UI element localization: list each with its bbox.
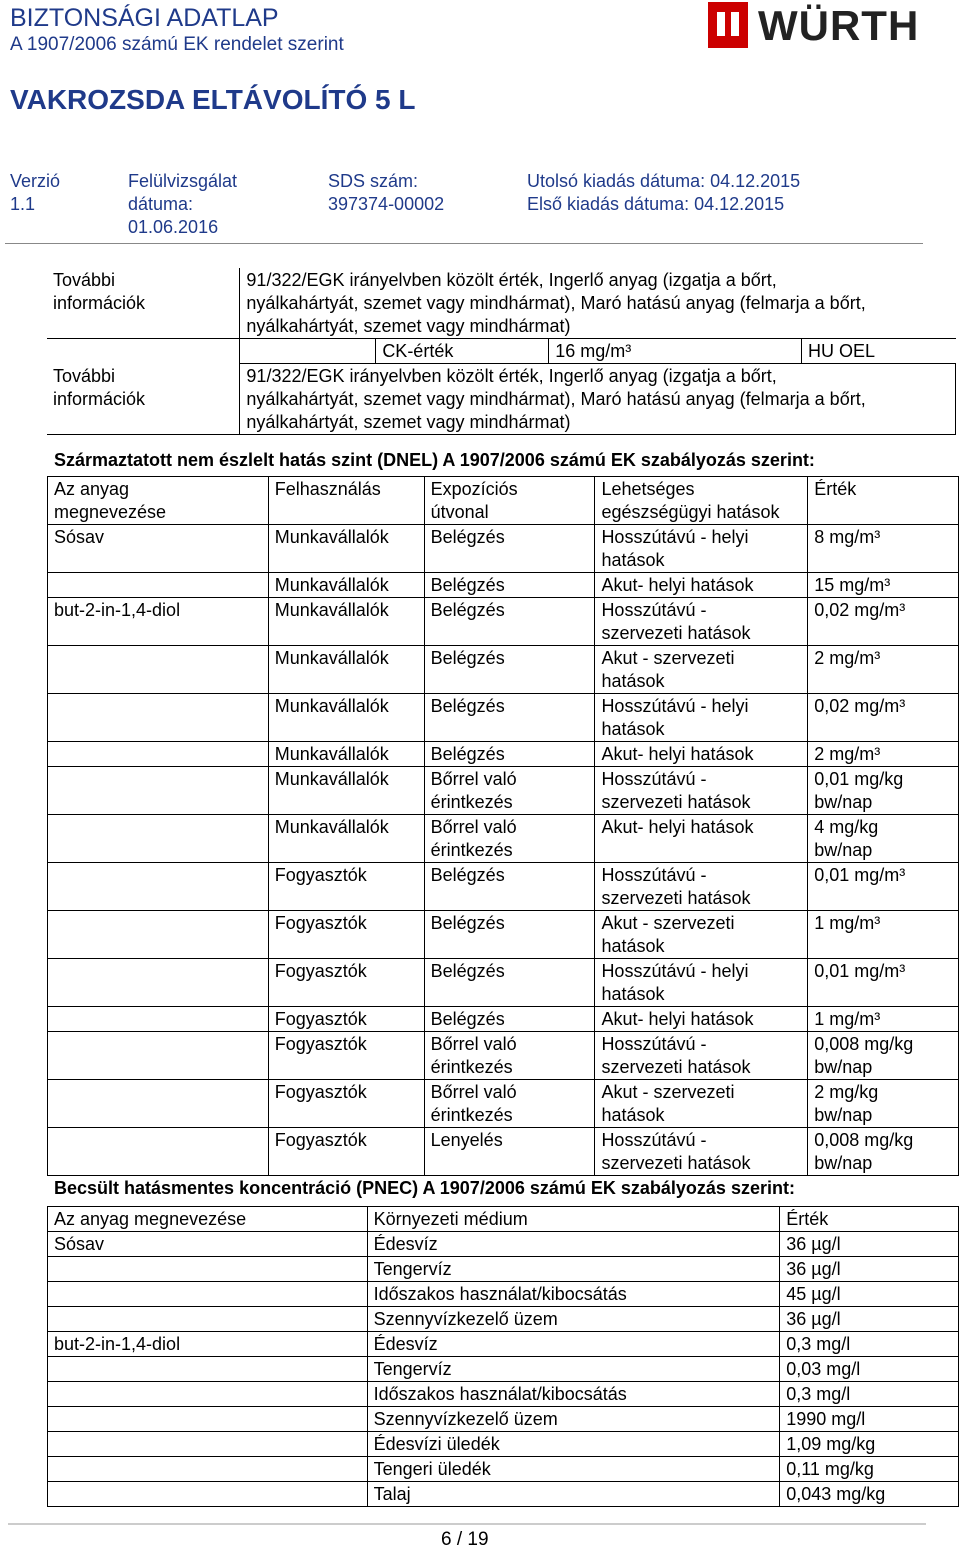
dnel-row bbox=[48, 598, 959, 646]
dnel-header-row bbox=[48, 477, 959, 525]
dnel-route: Belégzés bbox=[424, 959, 595, 1007]
dnel-effect: Hosszútávú - szervezeti hatások bbox=[595, 1032, 808, 1080]
pnec-substance bbox=[48, 1382, 368, 1407]
dnel-table bbox=[47, 476, 959, 1176]
pnec-title: Becsült hatásmentes koncentráció (PNEC) A 1907/2006 számú EK szabályozás szerint: bbox=[54, 1178, 795, 1198]
pnec-substance bbox=[48, 1432, 368, 1457]
dnel-body bbox=[48, 525, 959, 1176]
dnel-effect: Hosszútávú - szervezeti hatások bbox=[595, 863, 808, 911]
dnel-use: Fogyasztók bbox=[268, 1080, 424, 1128]
dnel-value: 8 mg/m³ bbox=[808, 525, 959, 573]
col-substance-header: Az anyag megnevezése bbox=[48, 477, 269, 525]
dnel-row bbox=[48, 694, 959, 742]
dnel-effect: Hosszútávú - szervezeti hatások bbox=[595, 1128, 808, 1176]
dnel-substance bbox=[48, 742, 269, 767]
pnec-row bbox=[48, 1307, 959, 1332]
dnel-value: 0,01 mg/kg bw/nap bbox=[808, 767, 959, 815]
pnec-substance bbox=[48, 1257, 368, 1282]
wurth-logo-icon bbox=[708, 2, 748, 48]
dnel-route: Bőrrel való érintkezés bbox=[424, 1032, 595, 1080]
ck-value: 16 mg/m³ bbox=[549, 339, 802, 364]
col-use-header: Felhasználás bbox=[268, 477, 424, 525]
col-value-header: Érték bbox=[780, 1207, 959, 1232]
dnel-substance bbox=[48, 1080, 269, 1128]
dnel-use: Munkavállalók bbox=[268, 767, 424, 815]
dnel-effect: Hosszútávú - szervezeti hatások bbox=[595, 598, 808, 646]
info-table bbox=[47, 268, 956, 435]
dnel-substance bbox=[48, 1007, 269, 1032]
dnel-route: Belégzés bbox=[424, 598, 595, 646]
version-label: Verzió bbox=[10, 171, 61, 191]
pnec-row bbox=[48, 1282, 959, 1307]
pnec-value: 1,09 mg/kg bbox=[780, 1432, 959, 1457]
dnel-row bbox=[48, 573, 959, 598]
dnel-use: Fogyasztók bbox=[268, 1128, 424, 1176]
document-title: BIZTONSÁGI ADATLAP bbox=[10, 4, 279, 32]
dnel-row bbox=[48, 1032, 959, 1080]
pnec-value: 36 µg/l bbox=[780, 1232, 959, 1257]
pnec-medium: Tengeri üledék bbox=[367, 1457, 780, 1482]
dnel-row bbox=[48, 1128, 959, 1176]
pnec-medium: Tengervíz bbox=[367, 1357, 780, 1382]
sds-value: 397374-00002 bbox=[328, 194, 445, 214]
dnel-use: Munkavállalók bbox=[268, 815, 424, 863]
dnel-route: Belégzés bbox=[424, 694, 595, 742]
pnec-substance bbox=[48, 1357, 368, 1382]
dnel-substance bbox=[48, 573, 269, 598]
pnec-value: 1990 mg/l bbox=[780, 1407, 959, 1432]
pnec-substance: Sósav bbox=[48, 1232, 368, 1257]
dnel-value: 2 mg/kg bw/nap bbox=[808, 1080, 959, 1128]
pnec-medium: Édesvíz bbox=[367, 1232, 780, 1257]
dnel-use: Fogyasztók bbox=[268, 911, 424, 959]
dnel-effect: Hosszútávú - helyi hatások bbox=[595, 959, 808, 1007]
pnec-substance: but-2-in-1,4-diol bbox=[48, 1332, 368, 1357]
info-spacer bbox=[240, 339, 376, 364]
dnel-use: Fogyasztók bbox=[268, 1032, 424, 1080]
dnel-row bbox=[48, 863, 959, 911]
dnel-route: Belégzés bbox=[424, 1007, 595, 1032]
dnel-substance bbox=[48, 1032, 269, 1080]
dnel-row bbox=[48, 959, 959, 1007]
dnel-row bbox=[48, 742, 959, 767]
pnec-value: 0,3 mg/l bbox=[780, 1382, 959, 1407]
dnel-route: Bőrrel való érintkezés bbox=[424, 1080, 595, 1128]
col-effect-header: Lehetséges egészségügyi hatások bbox=[595, 477, 808, 525]
dnel-row bbox=[48, 1080, 959, 1128]
dnel-effect: Akut - szervezeti hatások bbox=[595, 1080, 808, 1128]
last-issue-date: Utolsó kiadás dátuma: 04.12.2015 bbox=[527, 171, 801, 191]
dnel-use: Fogyasztók bbox=[268, 1007, 424, 1032]
col-value-header: Érték bbox=[808, 477, 959, 525]
col-medium-header: Környezeti médium bbox=[367, 1207, 780, 1232]
dnel-effect: Akut- helyi hatások bbox=[595, 815, 808, 863]
ck-label: CK-érték bbox=[376, 339, 549, 364]
dnel-use: Fogyasztók bbox=[268, 863, 424, 911]
dnel-row bbox=[48, 911, 959, 959]
dnel-value: 0,02 mg/m³ bbox=[808, 598, 959, 646]
dnel-substance: Sósav bbox=[48, 525, 269, 573]
pnec-value: 36 µg/l bbox=[780, 1307, 959, 1332]
dnel-value: 0,01 mg/m³ bbox=[808, 863, 959, 911]
dnel-row bbox=[48, 815, 959, 863]
pnec-medium: Szennyvízkezelő üzem bbox=[367, 1407, 780, 1432]
pnec-medium: Édesvíz bbox=[367, 1332, 780, 1357]
pnec-value: 0,043 mg/kg bbox=[780, 1482, 959, 1507]
dnel-row bbox=[48, 525, 959, 573]
pnec-substance bbox=[48, 1307, 368, 1332]
revision-value: 01.06.2016 bbox=[128, 217, 219, 237]
dnel-effect: Hosszútávú - szervezeti hatások bbox=[595, 767, 808, 815]
dnel-effect: Akut- helyi hatások bbox=[595, 742, 808, 767]
dnel-substance bbox=[48, 959, 269, 1007]
pnec-medium: Tengervíz bbox=[367, 1257, 780, 1282]
dnel-use: Munkavállalók bbox=[268, 646, 424, 694]
pnec-value: 0,11 mg/kg bbox=[780, 1457, 959, 1482]
pnec-row bbox=[48, 1482, 959, 1507]
dnel-route: Belégzés bbox=[424, 863, 595, 911]
dnel-route: Bőrrel való érintkezés bbox=[424, 815, 595, 863]
dnel-use: Munkavállalók bbox=[268, 694, 424, 742]
pnec-substance bbox=[48, 1482, 368, 1507]
dnel-effect: Hosszútávú - helyi hatások bbox=[595, 525, 808, 573]
dnel-effect: Akut- helyi hatások bbox=[595, 1007, 808, 1032]
pnec-medium: Szennyvízkezelő üzem bbox=[367, 1307, 780, 1332]
dnel-effect: Akut - szervezeti hatások bbox=[595, 646, 808, 694]
dnel-value: 4 mg/kg bw/nap bbox=[808, 815, 959, 863]
dnel-value: 2 mg/m³ bbox=[808, 742, 959, 767]
info-text: 91/322/EGK irányelvben közölt érték, Ingerlő anyag (izgatja a bőrt, nyálkahártyát, szemet vagy mindhármat), Maró hatású anyag (felmarja a bőrt, nyálkahártyát, szemet vagy mindhármat) bbox=[240, 364, 956, 435]
wurth-logo-text: WÜRTH bbox=[758, 2, 920, 49]
pnec-header-row bbox=[48, 1207, 959, 1232]
dnel-substance bbox=[48, 863, 269, 911]
dnel-route: Belégzés bbox=[424, 911, 595, 959]
dnel-value: 0,008 mg/kg bw/nap bbox=[808, 1128, 959, 1176]
dnel-use: Munkavállalók bbox=[268, 573, 424, 598]
revision-label-2: dátuma: bbox=[128, 194, 194, 214]
dnel-use: Munkavállalók bbox=[268, 525, 424, 573]
pnec-medium: Talaj bbox=[367, 1482, 780, 1507]
pnec-substance bbox=[48, 1282, 368, 1307]
version-value: 1.1 bbox=[10, 194, 36, 214]
sds-label: SDS szám: bbox=[328, 171, 419, 191]
dnel-value: 0,02 mg/m³ bbox=[808, 694, 959, 742]
pnec-substance bbox=[48, 1407, 368, 1432]
ck-basis: HU OEL bbox=[802, 339, 956, 364]
info-label: További információk bbox=[47, 268, 240, 339]
header-divider bbox=[5, 243, 923, 244]
product-name: VAKROZSDA ELTÁVOLÍTÓ 5 L bbox=[10, 84, 416, 115]
dnel-use: Fogyasztók bbox=[268, 959, 424, 1007]
dnel-effect: Hosszútávú - helyi hatások bbox=[595, 694, 808, 742]
pnec-substance bbox=[48, 1457, 368, 1482]
wurth-logo bbox=[708, 2, 923, 50]
pnec-row bbox=[48, 1382, 959, 1407]
dnel-route: Belégzés bbox=[424, 525, 595, 573]
info-text: 91/322/EGK irányelvben közölt érték, Ingerlő anyag (izgatja a bőrt, nyálkahártyát, szemet vagy mindhármat), Maró hatású anyag (felmarja a bőrt, nyálkahártyát, szemet vagy mindhármat) bbox=[240, 268, 956, 339]
pnec-row bbox=[48, 1257, 959, 1282]
pnec-value: 45 µg/l bbox=[780, 1282, 959, 1307]
dnel-value: 2 mg/m³ bbox=[808, 646, 959, 694]
dnel-use: Munkavállalók bbox=[268, 598, 424, 646]
dnel-row bbox=[48, 646, 959, 694]
page-number: 6 / 19 bbox=[441, 1529, 489, 1550]
dnel-effect: Akut - szervezeti hatások bbox=[595, 911, 808, 959]
dnel-title: Származtatott nem észlelt hatás szint (DNEL) A 1907/2006 számú EK szabályozás szerint: bbox=[54, 450, 815, 470]
col-substance-header: Az anyag megnevezése bbox=[48, 1207, 368, 1232]
pnec-row bbox=[48, 1432, 959, 1457]
pnec-value: 0,3 mg/l bbox=[780, 1332, 959, 1357]
dnel-route: Belégzés bbox=[424, 646, 595, 694]
pnec-medium: Időszakos használat/kibocsátás bbox=[367, 1282, 780, 1307]
dnel-route: Bőrrel való érintkezés bbox=[424, 767, 595, 815]
pnec-table bbox=[47, 1206, 959, 1507]
dnel-route: Belégzés bbox=[424, 742, 595, 767]
pnec-row bbox=[48, 1232, 959, 1257]
pnec-medium: Édesvízi üledék bbox=[367, 1432, 780, 1457]
dnel-value: 15 mg/m³ bbox=[808, 573, 959, 598]
pnec-medium: Időszakos használat/kibocsátás bbox=[367, 1382, 780, 1407]
dnel-row bbox=[48, 767, 959, 815]
dnel-substance bbox=[48, 815, 269, 863]
info-spacer bbox=[47, 339, 240, 364]
dnel-value: 0,01 mg/m³ bbox=[808, 959, 959, 1007]
dnel-row bbox=[48, 1007, 959, 1032]
dnel-effect: Akut- helyi hatások bbox=[595, 573, 808, 598]
pnec-row bbox=[48, 1457, 959, 1482]
col-route-header: Expozíciós útvonal bbox=[424, 477, 595, 525]
pnec-row bbox=[48, 1407, 959, 1432]
pnec-row bbox=[48, 1357, 959, 1382]
first-issue-date: Első kiadás dátuma: 04.12.2015 bbox=[527, 194, 785, 214]
pnec-body bbox=[48, 1232, 959, 1507]
dnel-route: Belégzés bbox=[424, 573, 595, 598]
pnec-value: 0,03 mg/l bbox=[780, 1357, 959, 1382]
dnel-route: Lenyelés bbox=[424, 1128, 595, 1176]
dnel-substance: but-2-in-1,4-diol bbox=[48, 598, 269, 646]
dnel-value: 1 mg/m³ bbox=[808, 1007, 959, 1032]
pnec-value: 36 µg/l bbox=[780, 1257, 959, 1282]
dnel-value: 1 mg/m³ bbox=[808, 911, 959, 959]
footer-divider bbox=[8, 1523, 926, 1525]
dnel-substance bbox=[48, 646, 269, 694]
revision-label-1: Felülvizsgálat bbox=[128, 171, 238, 191]
dnel-use: Munkavállalók bbox=[268, 742, 424, 767]
pnec-row bbox=[48, 1332, 959, 1357]
info-label: További információk bbox=[47, 364, 240, 435]
dnel-substance bbox=[48, 1128, 269, 1176]
dnel-value: 0,008 mg/kg bw/nap bbox=[808, 1032, 959, 1080]
regulation-subtitle: A 1907/2006 számú EK rendelet szerint bbox=[10, 34, 344, 55]
dnel-substance bbox=[48, 767, 269, 815]
dnel-substance bbox=[48, 911, 269, 959]
dnel-substance bbox=[48, 694, 269, 742]
